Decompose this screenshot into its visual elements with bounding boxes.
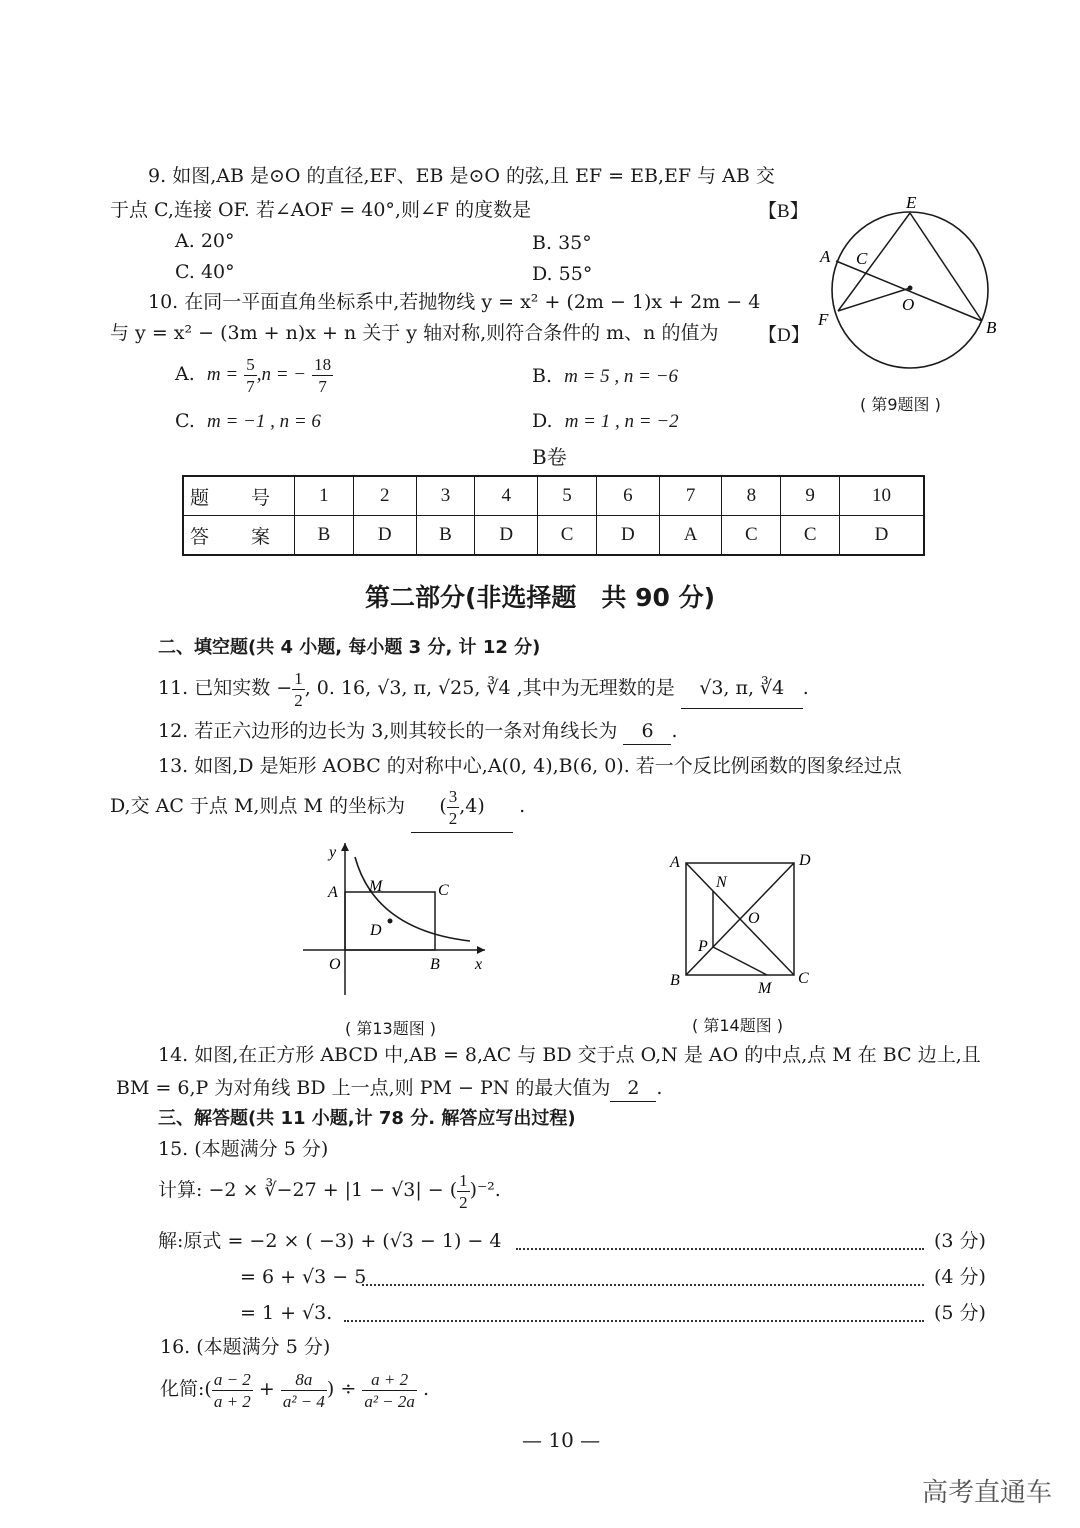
q14-line1: 14. 如图,在正方形 ABCD 中,AB = 8,AC 与 BD 交于点 O,N 是 AO 的中点,点 M 在 BC 边上,且 (158, 1044, 981, 1066)
q12-answer-blank: 6 (623, 718, 671, 745)
q15-step-2-score: (4 分) (934, 1266, 986, 1288)
svg-text:A: A (820, 247, 831, 266)
fraction: $\frac{3}{2}$ (448, 786, 458, 828)
q15-title: 15. (本题满分 5 分) (158, 1138, 329, 1160)
q9-line1: 9. 如图,AB 是⊙O 的直径,EF、EB 是⊙O 的弦,且 EF = EB,EF 与 AB 交 (148, 165, 775, 187)
q9-option-b: B. 35° (532, 232, 592, 254)
q9-figure-caption: ( 第9题图 ) (860, 395, 941, 414)
svg-text:A: A (670, 854, 680, 871)
fraction: $\frac{a + 2}{\text{a² − 2a}}$ (364, 1369, 415, 1411)
q13-figure-caption: ( 第13题图 ) (345, 1019, 437, 1038)
svg-text:B: B (430, 956, 440, 973)
q10-answer: 【D】 (758, 325, 810, 346)
q10-stem: 在同一平面直角坐标系中,若抛物线 y = x² + (2m − 1)x + 2m − 4 (184, 291, 761, 313)
q10-option-a: A. m = $\frac{5}{7}$ ,n = − $\frac{18}{7}$ (175, 354, 332, 396)
fraction: $\frac{5}{7}$ (246, 354, 255, 396)
svg-text:C: C (438, 882, 449, 899)
q13-answer-blank: ( $\frac{3}{2}$ ,4) (411, 784, 513, 833)
svg-text:O: O (748, 910, 760, 927)
fraction: $\frac{18}{7}$ (314, 354, 332, 396)
answer-key-table (182, 475, 925, 556)
svg-text:N: N (716, 874, 727, 891)
q15-step-1: 解:原式 = −2 × ( −3) + (√3 − 1) − 4 (158, 1230, 502, 1252)
q10-line2 (110, 320, 718, 346)
part2-title: 第二部分(非选择题 共 90 分) (364, 583, 716, 612)
q9-option-a: A. 20° (175, 230, 235, 252)
fraction: $\frac{a - 2}{a + 2}$ (213, 1369, 251, 1411)
q15-step-3: = 1 + √3. (240, 1302, 333, 1324)
q10-line1: 10. 在同一平面直角坐标系中,若抛物线 y = x² + (2m − 1)x + 2m − 4 (148, 291, 761, 313)
q15-step-1-score: (3 分) (934, 1230, 986, 1252)
svg-text:x: x (475, 956, 483, 973)
svg-text:O: O (329, 956, 341, 973)
q14-answer-blank: 2 (610, 1075, 656, 1102)
q15-step-2: = 6 + √3 − 5 (240, 1266, 367, 1288)
q13-line1: 13. 如图,D 是矩形 AOBC 的对称中心,A(0, 4),B(6, 0). 若一个反比例函数的图象经过点 (158, 755, 902, 777)
watermark-logo-text: 高考直通车 (921, 1478, 1052, 1508)
row-header-number: 题 号 (183, 476, 295, 516)
q9-option-d: D. 55° (532, 263, 593, 285)
q9-option-c: C. 40° (175, 261, 235, 283)
q10-option-b: B. m = 5 , n = −6 (532, 365, 679, 387)
q9-answer: 【B】 (758, 201, 809, 222)
fraction: $\frac{1}{2}$ (459, 1170, 468, 1212)
q14-figure-caption: ( 第14题图 ) (692, 1016, 784, 1035)
q9-figure-circle-diagram (800, 180, 1030, 390)
svg-text:F: F (818, 310, 829, 329)
svg-text:P: P (698, 938, 708, 955)
q12: 12. 若正六边形的边长为 3,则其较长的一条对角线长为 6 . (158, 718, 678, 745)
dotted-leader (362, 1284, 924, 1286)
svg-text:O: O (902, 295, 915, 314)
q15-problem: 计算: −2 × ∛−27 + |1 − √3| − ( $\frac{1}{2}$ )⁻². (158, 1170, 501, 1212)
svg-text:B: B (986, 318, 997, 337)
table-row: 答 案 B D B D C D A C C D (183, 516, 924, 556)
q10-stem-2: 与 y = x² − (3m + n)x + n 关于 y 轴对称,则符合条件的 m、n 的值为 (110, 322, 719, 344)
q14-line2: BM = 6,P 为对角线 BD 上一点,则 PM − PN 的最大值为 2 . (116, 1075, 662, 1102)
answer-key-title: B卷 (532, 445, 567, 469)
svg-text:B: B (670, 972, 680, 989)
section3-heading: 三、解答题(共 11 小题,计 78 分. 解答应写出过程) (158, 1108, 576, 1129)
q14-figure-square-diagram (660, 845, 830, 995)
q11-answer-blank: √3, π, ∛4 (681, 668, 803, 709)
svg-text:D: D (370, 922, 382, 939)
svg-text:M: M (369, 878, 383, 895)
q16-problem: 化简:( $\frac{a - 2}{a + 2}$ + $\frac{8a}{\text{a² − 4}}$ ) ÷ $\frac{a + 2}{\text{a² − 2a}}$ . (160, 1369, 429, 1411)
q9-stem: 如图,AB 是⊙O 的直径,EF、EB 是⊙O 的弦,且 EF = EB,EF 与 AB 交 (172, 165, 775, 187)
page-number: — 10 — (522, 1428, 601, 1452)
section2-heading: 二、填空题(共 4 小题, 每小题 3 分, 计 12 分) (158, 637, 541, 658)
svg-text:y: y (329, 844, 337, 861)
fraction: $\frac{1}{2}$ (294, 668, 303, 710)
q9-line2 (110, 197, 531, 223)
svg-text:C: C (856, 249, 868, 268)
svg-text:C: C (798, 970, 809, 987)
fraction: $\frac{8a}{\text{a² − 4}}$ (282, 1369, 325, 1411)
svg-text:A: A (328, 884, 338, 901)
q10-option-d: D. m = 1 , n = −2 (532, 410, 679, 432)
q13-line2: D,交 AC 于点 M,则点 M 的坐标为 ( $\frac{3}{2}$ ,4) . (110, 784, 525, 833)
dotted-leader (344, 1320, 924, 1322)
svg-text:M: M (758, 980, 772, 995)
q10-option-c: C. m = −1 , n = 6 (175, 410, 321, 432)
row-header-answer: 答 案 (183, 516, 295, 556)
q9-stem-2: 于点 C,连接 OF. 若∠AOF = 40°,则∠F 的度数是 (110, 199, 532, 221)
q16-title: 16. (本题满分 5 分) (160, 1336, 331, 1358)
q11: 11. 已知实数 − $\frac{1}{2}$ , 0. 16, √3, π, √25, ∛4 ,其中为无理数的是 √3, π, ∛4 . (158, 668, 809, 710)
dotted-leader (516, 1248, 924, 1250)
table-row: 题 号 1 2 3 4 5 6 7 8 9 10 (183, 476, 924, 516)
svg-text:D: D (799, 852, 811, 869)
q13-figure-coordinate-diagram (295, 835, 505, 1005)
svg-text:E: E (906, 193, 917, 212)
q15-step-3-score: (5 分) (934, 1302, 986, 1324)
